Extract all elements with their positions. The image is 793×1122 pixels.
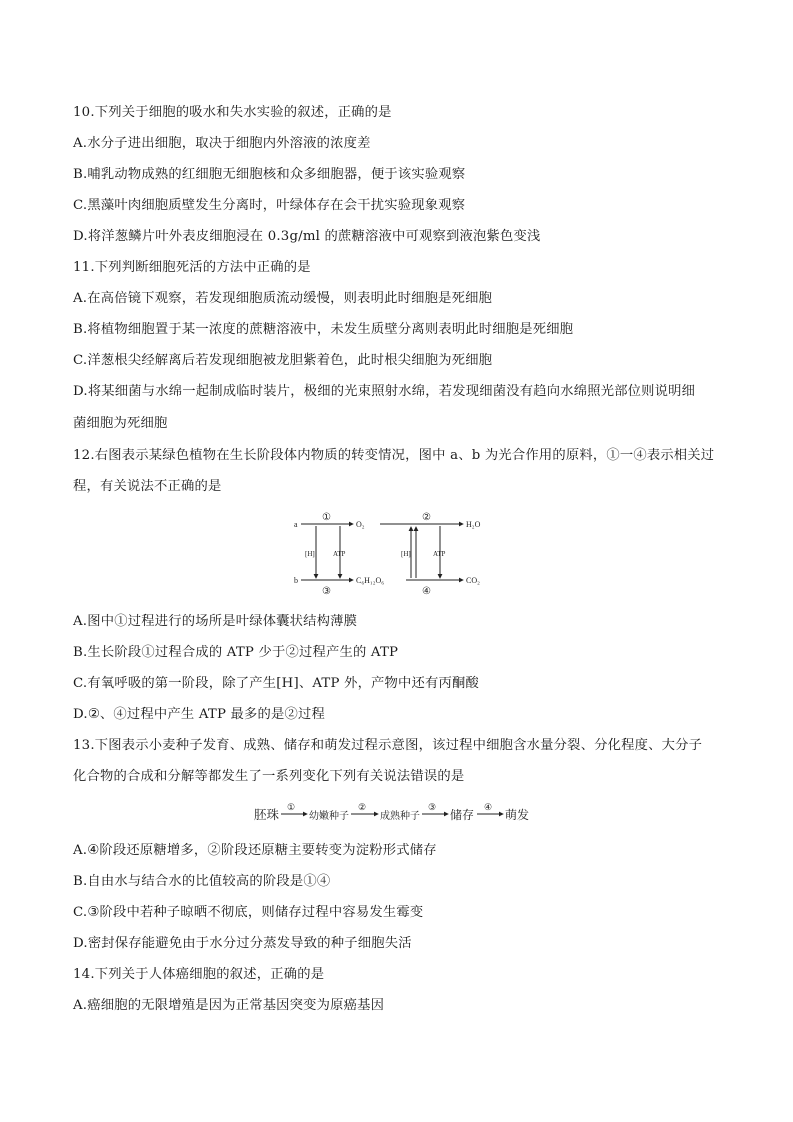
- stage-mature-seed: 成熟种子: [380, 811, 420, 822]
- question-14-stem: 14.下列关于人体癌细胞的叙述，正确的是: [73, 967, 325, 982]
- question-10-stem: 10.下列关于细胞的吸水和失水实验的叙述，正确的是: [73, 105, 392, 120]
- label-b: b: [294, 576, 298, 585]
- process-2-marker: ②: [422, 512, 431, 523]
- question-13-option-c: C.③阶段中若种子晾晒不彻底，则储存过程中容易发生霉变: [73, 905, 424, 920]
- question-13-option-b: B.自由水与结合水的比值较高的阶段是①④: [73, 874, 331, 889]
- stage-storage: 储存: [450, 808, 475, 822]
- stage-young-seed: 幼嫩种子: [309, 811, 349, 822]
- question-10-option-c: C.黑藻叶肉细胞质壁发生分离时，叶绿体存在会干扰实验现象观察: [73, 198, 466, 213]
- label-h2o: H₂O: [466, 520, 481, 529]
- question-14-option-a: A.癌细胞的无限增殖是因为正常基因突变为原癌基因: [73, 998, 385, 1013]
- label-glucose: C₆H₁₂O₆: [356, 576, 385, 585]
- question-13-stem-line2: 化合物的合成和分解等都发生了一系列变化下列有关说法错误的是: [73, 769, 465, 784]
- question-10-option-d: D.将洋葱鳞片叶外表皮细胞浸在 0.3g/ml 的蔗糖溶液中可观察到液泡紫色变浅: [73, 229, 541, 244]
- question-10-option-b: B.哺乳动物成熟的红细胞无细胞核和众多细胞器，便于该实验观察: [73, 167, 466, 182]
- process-3-marker: ③: [322, 586, 331, 597]
- label-atp-left: ATP: [333, 550, 346, 558]
- label-atp-right: ATP: [433, 550, 446, 558]
- question-10-option-a: A.水分子进出细胞，取决于细胞内外溶液的浓度差: [73, 136, 371, 151]
- label-o2: O₂: [356, 520, 365, 529]
- question-11-option-a: A.在高倍镜下观察，若发现细胞质流动缓慢，则表明此时细胞是死细胞: [73, 291, 493, 306]
- question-13-stem-line1: 13.下图表示小麦种子发育、成熟、储存和萌发过程示意图，该过程中细胞含水量分裂、分化程度、大分子: [73, 738, 703, 753]
- stage-germination: 萌发: [505, 808, 530, 822]
- question-12-stem-line2: 程，有关说法不正确的是: [73, 479, 222, 494]
- question-11-option-b: B.将植物细胞置于某一浓度的蔗糖溶液中，未发生质壁分离则表明此时细胞是死细胞: [73, 322, 574, 337]
- question-13-option-a: A.④阶段还原糖增多，②阶段还原糖主要转变为淀粉形式储存: [73, 843, 437, 858]
- label-h-right: [H]: [401, 550, 411, 558]
- stage-arrow-4-marker: ④: [484, 802, 493, 812]
- question-12-option-a: A.图中①过程进行的场所是叶绿体囊状结构薄膜: [73, 614, 358, 629]
- question-11-option-d-line2: 菌细胞为死细胞: [73, 416, 168, 431]
- stage-ovule: 胚珠: [254, 808, 280, 822]
- question-11-stem: 11.下列判断细胞死活的方法中正确的是: [73, 260, 311, 275]
- photosynthesis-respiration-diagram: [290, 508, 500, 598]
- question-11-option-c: C.洋葱根尖经解离后若发现细胞被龙胆紫着色，此时根尖细胞为死细胞: [73, 353, 493, 368]
- label-co2: CO₂: [466, 576, 480, 585]
- process-1-marker: ①: [322, 512, 331, 523]
- stage-arrow-1-marker: ①: [287, 802, 296, 812]
- question-12-stem-line1: 12.右图表示某绿色植物在生长阶段体内物质的转变情况，图中 a、b 为光合作用的原料，①一④表示相关过: [73, 448, 715, 463]
- label-a: a: [294, 520, 298, 529]
- question-13-option-d: D.密封保存能避免由于水分过分蒸发导致的种子细胞失活: [73, 936, 412, 951]
- wheat-seed-process-diagram: [254, 798, 544, 826]
- question-12-option-b: B.生长阶段①过程合成的 ATP 少于②过程产生的 ATP: [73, 645, 399, 660]
- stage-arrow-3-marker: ③: [428, 802, 437, 812]
- process-4-marker: ④: [422, 586, 431, 597]
- question-11-option-d-line1: D.将某细菌与水绵一起制成临时装片，极细的光束照射水绵，若发现细菌没有趋向水绵照光部位则说明细: [73, 384, 696, 399]
- stage-arrow-2-marker: ②: [358, 802, 367, 812]
- label-h-left: [H]: [305, 550, 315, 558]
- question-12-option-d: D.②、④过程中产生 ATP 最多的是②过程: [73, 707, 326, 722]
- question-12-option-c: C.有氧呼吸的第一阶段，除了产生[H]、ATP 外，产物中还有丙酮酸: [73, 676, 480, 691]
